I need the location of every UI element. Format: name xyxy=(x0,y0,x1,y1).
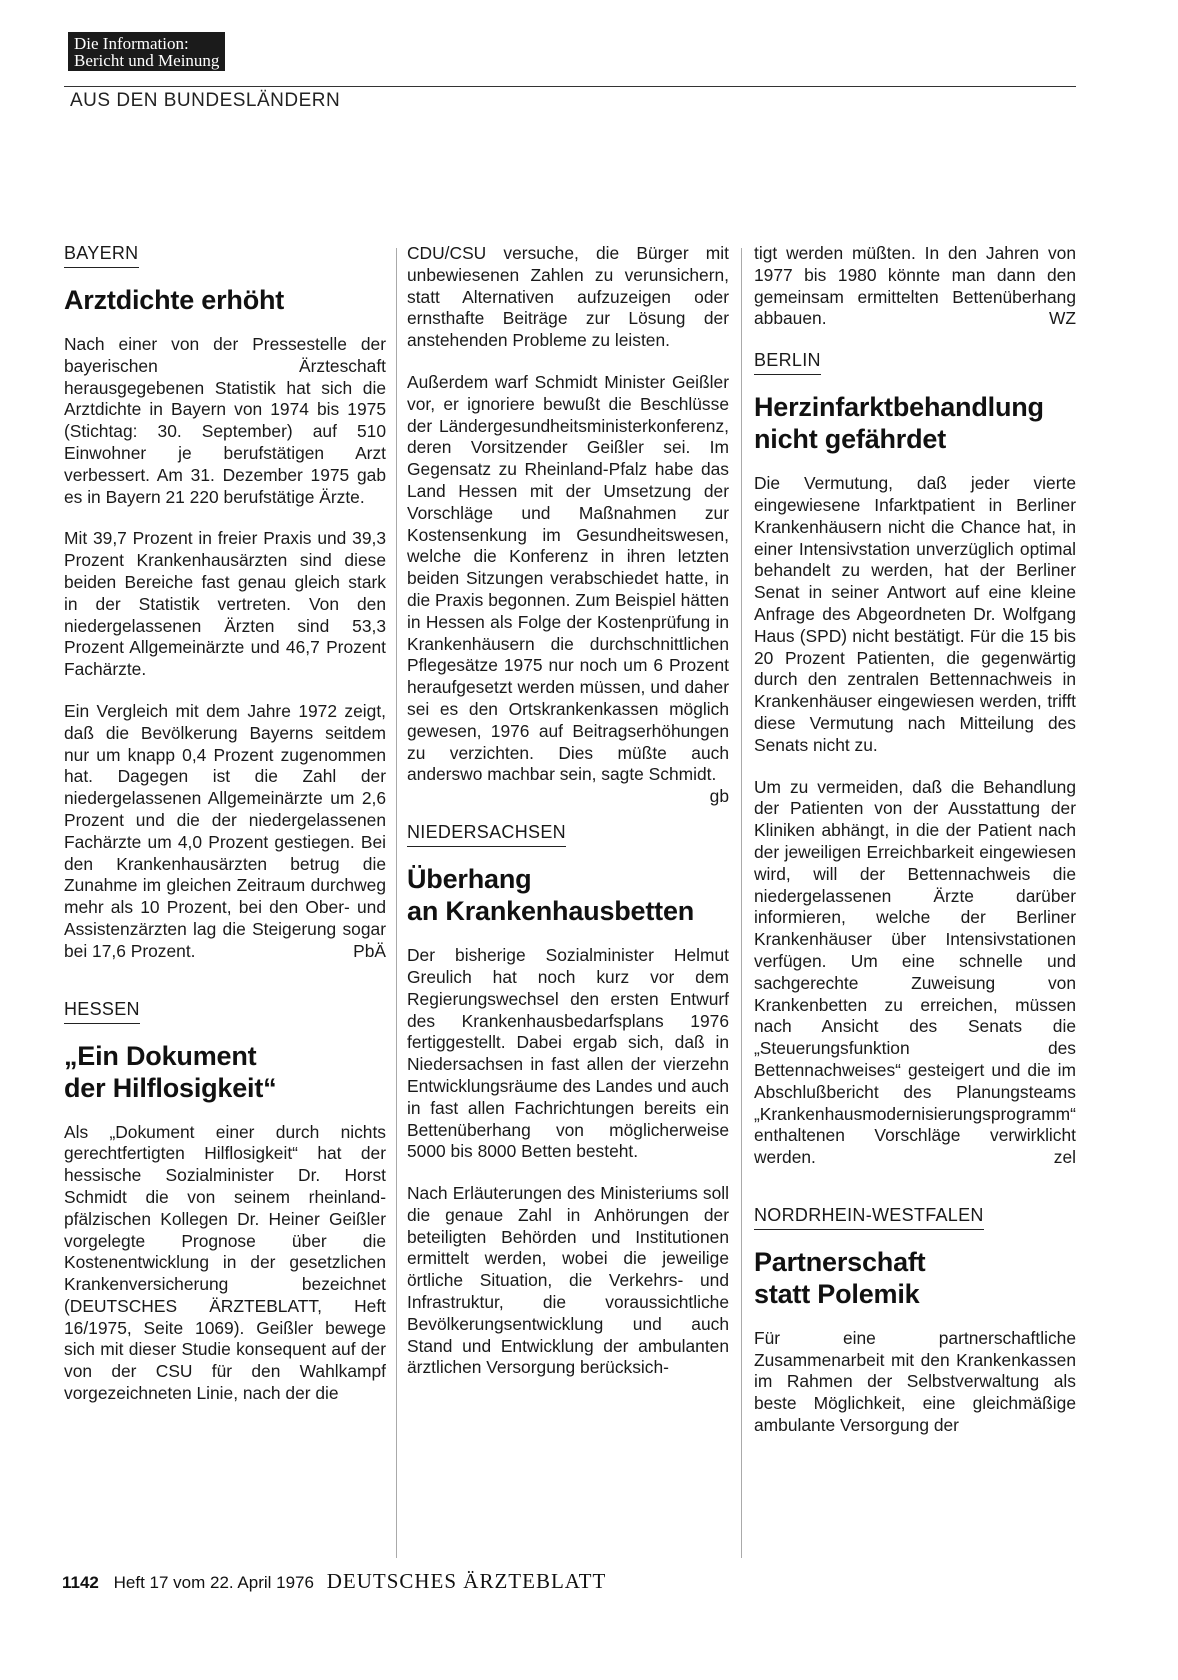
paragraph-text: tigt werden müßten. In den Jahren von 1977 bis 1980 könnte man dann den gemeinsam ermittelten Bettenüberhang abbauen. xyxy=(754,243,1076,329)
headline-hessen xyxy=(64,1040,386,1104)
headline-berlin xyxy=(754,391,1076,455)
article-paragraph xyxy=(754,777,1076,1169)
article-paragraph: Für eine partnerschaftliche Zusammenarbeit mit den Krankenkassen im Rahmen der Selbstverwaltung als beste Möglichkeit, eine gleichmäßige ambulante Versorgung der xyxy=(754,1327,1076,1436)
author-signature: gb xyxy=(709,786,729,807)
author-signature: zel xyxy=(1053,1147,1076,1168)
headline-line: statt Polemik xyxy=(754,1278,920,1309)
article-paragraph: Nach Erläuterungen des Ministeriums soll die genaue Zahl in Anhörungen der beteiligten Behörden und Institutionen ermittelt werden, wobei die jeweilige örtliche Situation, die Verkehrs- und Infrastruktur, die voraussichtliche Bevölkerungsentwicklung und auch Stand und Entwicklung der ambulanten ärztlichen Versorgung berücksich- xyxy=(407,1183,729,1378)
article-paragraph: Der bisherige Sozialminister Helmut Greulich hat noch kurz vor dem Regierungswechsel den ersten Entwurf des Krankenhausbedarfsplans 1976 fertiggestellt. Dabei ergab sich, daß in Niedersachsen in fast allen der vierzehn Entwicklungsräume des Landes und auch in fast allen Fachrichtungen bereits ein Bettenüberhang von möglicherweise 5000 bis 8000 Betten besteht. xyxy=(407,945,729,1162)
article-paragraph xyxy=(754,243,1076,330)
column-3 xyxy=(754,243,1076,1457)
author-signature: WZ xyxy=(1048,308,1076,329)
article-paragraph: Mit 39,7 Prozent in freier Praxis und 39,3 Prozent Krankenhausärzten sind diese beiden Bereiche fast genau gleich stark in der Statistik vertreten. Von den niedergelassenen Ärzten sind 53,3 Prozent Allgemeinärzte und 46,7 Prozent Fachärzte. xyxy=(64,528,386,680)
masthead-line1: Die Information: xyxy=(74,34,189,53)
headline-line: „Ein Dokument xyxy=(64,1040,257,1071)
headline-line: Partnerschaft xyxy=(754,1246,926,1277)
column-2 xyxy=(407,243,729,1399)
headline-niedersachsen xyxy=(407,863,729,927)
page-number: 1142 xyxy=(62,1573,99,1592)
article-paragraph: Die Vermutung, daß jeder vierte eingewiesene Infarktpatient in Berliner Krankenhäusern nicht die Chance hat, in einer Intensivstation unverzüglich optimal behandelt zu werden, hat der Berliner Senat in seiner Antwort auf eine kleine Anfrage des Abgeordneten Dr. Wolfgang Haus (SPD) nicht bestätigt. Für die 15 bis 20 Prozent Patienten, die gegenwärtig durch den zentralen Bettennachweis in Krankenhäuser eingewiesen werden, trifft diese Vermutung nach Mitteilung des Senats nicht zu. xyxy=(754,473,1076,755)
article-paragraph: Nach einer von der Pressestelle der bayerischen Ärzteschaft herausgegebenen Statistik hat sich die Arztdichte in Bayern von 1974 bis 1975 (Stichtag: 30. September) auf 510 Einwohner je berufstätigen Arzt verbessert. Am 31. Dezember 1975 gab es in Bayern 21 220 berufstätige Ärzte. xyxy=(64,334,386,507)
headline-line: nicht gefährdet xyxy=(754,424,947,455)
paragraph-text: Um zu vermeiden, daß die Behandlung der Patienten von der Ausstattung der Kliniken abhängt, in die der Patient nach der jeweiligen Erreichbarkeit eingewiesen wird, will der Bettennachweis die niedergelassenen Ärzte darüber informieren, welche der Berliner Krankenhäuser über Intensivstationen verfügen. Um eine schnelle und sachgerechte Zuweisung von Krankenbetten zu erreichen, müssen nach Ansicht des Senats die „Steuerungsfunktion des Bettennachweises“ gesteigert und die im Abschlußbericht des Planungsteams „Krankenhausmodernisierungsprogramm“ enthaltenen Vorschläge verwirklicht werden. xyxy=(754,776,1076,1168)
region-label-bayern: BAYERN xyxy=(64,243,139,268)
page-footer xyxy=(62,1569,606,1594)
region-label-niedersachsen: NIEDERSACHSEN xyxy=(407,822,566,847)
issue-info: Heft 17 vom 22. April 1976 xyxy=(113,1573,314,1592)
publication-name: DEUTSCHES ÄRZTEBLATT xyxy=(326,1569,607,1593)
region-label-hessen: HESSEN xyxy=(64,999,140,1024)
headline-bayern: Arztdichte erhöht xyxy=(64,285,285,315)
paragraph-text: Ein Vergleich mit dem Jahre 1972 zeigt, daß die Bevölkerung Bayerns seitdem nur um knapp 0,4 Prozent zugenommen hat. Dagegen ist die Zahl der niedergelassenen Allgemeinärzte um 2,6 Prozent und die der niedergelassenen Fachärzte um 4,0 Prozent gestiegen. Bei den Krankenhausärzten betrug die Zunahme im gleichen Zeitraum durchweg mehr als 10 Prozent, bei den Ober- und Assistenzärzten lag die Steigerung sogar bei 17,6 Prozent. xyxy=(64,700,386,961)
section-kicker: AUS DEN BUNDESLÄNDERN xyxy=(70,90,341,111)
headline-line: Herzinfarktbehandlung xyxy=(754,392,1044,423)
masthead-badge xyxy=(68,32,225,71)
column-divider xyxy=(396,248,397,1558)
masthead-line2: Bericht und Meinung xyxy=(74,51,220,70)
column-divider xyxy=(741,248,742,1558)
headline-nrw xyxy=(754,1246,1076,1310)
article-paragraph xyxy=(64,701,386,963)
region-label-berlin: BERLIN xyxy=(754,350,821,375)
headline-line: an Krankenhausbetten xyxy=(407,896,695,927)
author-signature: PbÄ xyxy=(353,940,386,961)
paragraph-text: Außerdem warf Schmidt Minister Geißler vor, er ignoriere bewußt die Beschlüsse der Ländergesundheitsministerkonferenz, deren Vorsitzender Geißler sei. Im Gegensatz zu Rheinland-Pfalz habe das Land Hessen mit der Umsetzung der Vorschläge und Maßnahmen zur Kostensenkung im Gesundheitswesen, welche die Konferenz in ihren letzten beiden Sitzungen verabschiedet hatte, in die Praxis begonnen. Zum Beispiel hätten in Hessen als Folge der Kostenprüfung in Krankenhäusern die durchschnittlichen Pflegesätze 1975 nur noch um 6 Prozent heraufgesetzt werden müssen, und daher sei es den Ortskrankenkassen möglich gewesen, 1976 auf Beitragserhöhungen zu verzichten. Dies müßte auch anderswo machbar sein, sagte Schmidt. xyxy=(407,371,729,785)
article-paragraph: CDU/CSU versuche, die Bürger mit unbewiesenen Zahlen zu verunsichern, statt Alternativen aufzuzeigen oder ernsthafte Beiträge zur Lösung der anstehenden Probleme zu leisten. xyxy=(407,243,729,351)
article-paragraph: Als „Dokument einer durch nichts gerechtfertigten Hilflosigkeit“ hat der hessische Sozialminister Dr. Horst Schmidt die von seinem rheinland-pfälzischen Kollegen Dr. Heiner Geißler vorgelegte Prognose über die Kostenentwicklung in der gesetzlichen Krankenversicherung bezeichnet (DEUTSCHES ÄRZTEBLATT, Heft 16/1975, Seite 1069). Geißler bewege sich mit dieser Studie konsequent auf der von der CSU für den Wahlkampf vorgezeichneten Linie, nach der die xyxy=(64,1121,386,1404)
article-paragraph xyxy=(407,371,729,807)
header-rule xyxy=(64,86,1076,87)
headline-line: der Hilflosigkeit“ xyxy=(64,1072,277,1103)
region-label-nrw: NORDRHEIN-WESTFALEN xyxy=(754,1205,984,1230)
headline-line: Überhang xyxy=(407,864,532,895)
column-1 xyxy=(64,243,386,1425)
